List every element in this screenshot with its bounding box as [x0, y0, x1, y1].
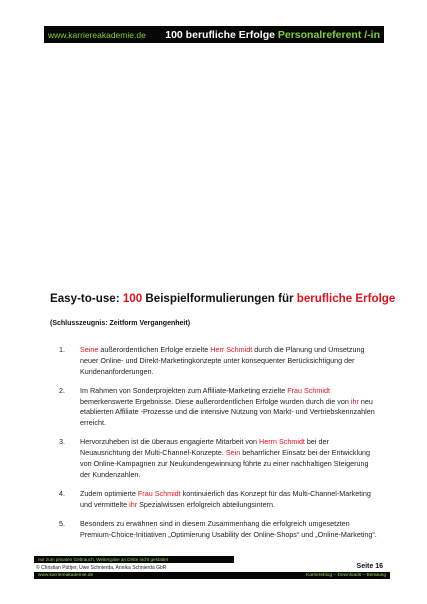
header-site-url[interactable]: www.karriereakademie.de [48, 29, 146, 40]
body-text: beharrlicher Einsatz bei der Entwicklung von Online-Kampagnen zur Neukundengewinnung führte zu einer nachhaltigen Steigerung der Kundenzahlen. [80, 448, 371, 479]
highlighted-text: Sein [225, 448, 241, 458]
list-item-text [80, 519, 380, 541]
footer-copyright: © Christian Püttjer, Uwe Schnierda, Annika Schnierda GbR [36, 565, 167, 571]
list-item [50, 345, 380, 377]
body-text: Im Rahmen von Sonderprojekten zum Affiliate-Marketing erzielte [80, 385, 288, 395]
list-item-number: 1. [59, 345, 65, 354]
heading-number: 100 [122, 292, 143, 305]
list-item-number: 2. [59, 385, 65, 395]
heading-part2: Beispielformulierungen für [142, 292, 297, 305]
body-text: neu etablierten Affiliate -Prozesse und die intensive Nutzung von Markt- und Vertriebskennzahlen erreicht. [80, 396, 375, 428]
highlighted-text: Frau Schmidt [287, 385, 330, 395]
header-title-accent: Personalreferent /-in [277, 28, 380, 41]
highlighted-text: Herrn Schmidt [259, 437, 305, 447]
list-item-number: 5. [59, 518, 65, 528]
page-header [44, 26, 384, 43]
highlighted-text: Herr Schmidt [210, 345, 253, 354]
heading-part3: berufliche Erfolge [296, 292, 396, 305]
list-item [50, 519, 380, 541]
body-text: durch die Planung und Umsetzung neuer Online- und Direkt-Marketingkonzepte unter konsequenter Berücksichtigung der Kundenanforderungen. [80, 345, 365, 376]
list-item-text [80, 345, 380, 377]
heading-part1: Easy-to-use: [50, 292, 123, 305]
highlighted-text: ihr [129, 499, 138, 509]
list-item [50, 489, 380, 511]
list-item-text [80, 489, 380, 511]
list-item-number: 4. [59, 488, 65, 498]
highlighted-text: ihr [350, 396, 359, 406]
footer-links[interactable]: Karriereblog – Downloads – Beratung [306, 573, 386, 578]
list-item-number: 3. [59, 437, 65, 447]
list-item [50, 386, 380, 429]
highlighted-text: Seine [80, 345, 99, 354]
body-text: Hervorzuheben ist die überaus engagierte Mitarbeit von [80, 437, 259, 447]
body-text: Spezialwissen erfolgreich abteilungsintern. [137, 499, 275, 509]
body-text: kontinuierlich das Konzept für das Multi-Channel-Marketing und vermittelte [80, 488, 371, 509]
body-text: bemerkenswerte Ergebnisse. Diese außerordentlichen Erfolge wurden durch die von [80, 396, 351, 406]
footer-notice: nur zum privaten Gebrauch, Weitergabe an Dritte nicht gestattet [34, 556, 234, 563]
highlighted-text: Frau Schmidt [137, 488, 181, 498]
body-text: bei der Neuausrichtung der Multi-Channel-Konzepte. [80, 437, 329, 458]
body-text: außerordentlichen Erfolge erzielte [98, 345, 211, 354]
section-heading [50, 292, 396, 305]
list-item-text [80, 437, 380, 480]
body-text: Besonders zu erwähnen sind in diesem Zusammenhang die erfolgreich umgesetzten Premium-Choice-Initiativen „Optimierung Usability der Online-Shops“ und „Online-Marketing“. [80, 518, 377, 539]
section-subheading: (Schlusszeugnis: Zeitform Vergangenheit) [50, 320, 191, 327]
header-title [165, 29, 380, 41]
page-number: Seite 16 [356, 563, 383, 570]
header-title-main: 100 berufliche Erfolge [165, 28, 278, 41]
list-item [50, 437, 380, 480]
footer-site-url[interactable]: www.karriereakademie.de [38, 573, 94, 578]
list-item-text [80, 386, 380, 429]
formulation-list [50, 345, 380, 549]
footer-bar [34, 572, 390, 579]
body-text: Zudem optimierte [80, 488, 138, 498]
